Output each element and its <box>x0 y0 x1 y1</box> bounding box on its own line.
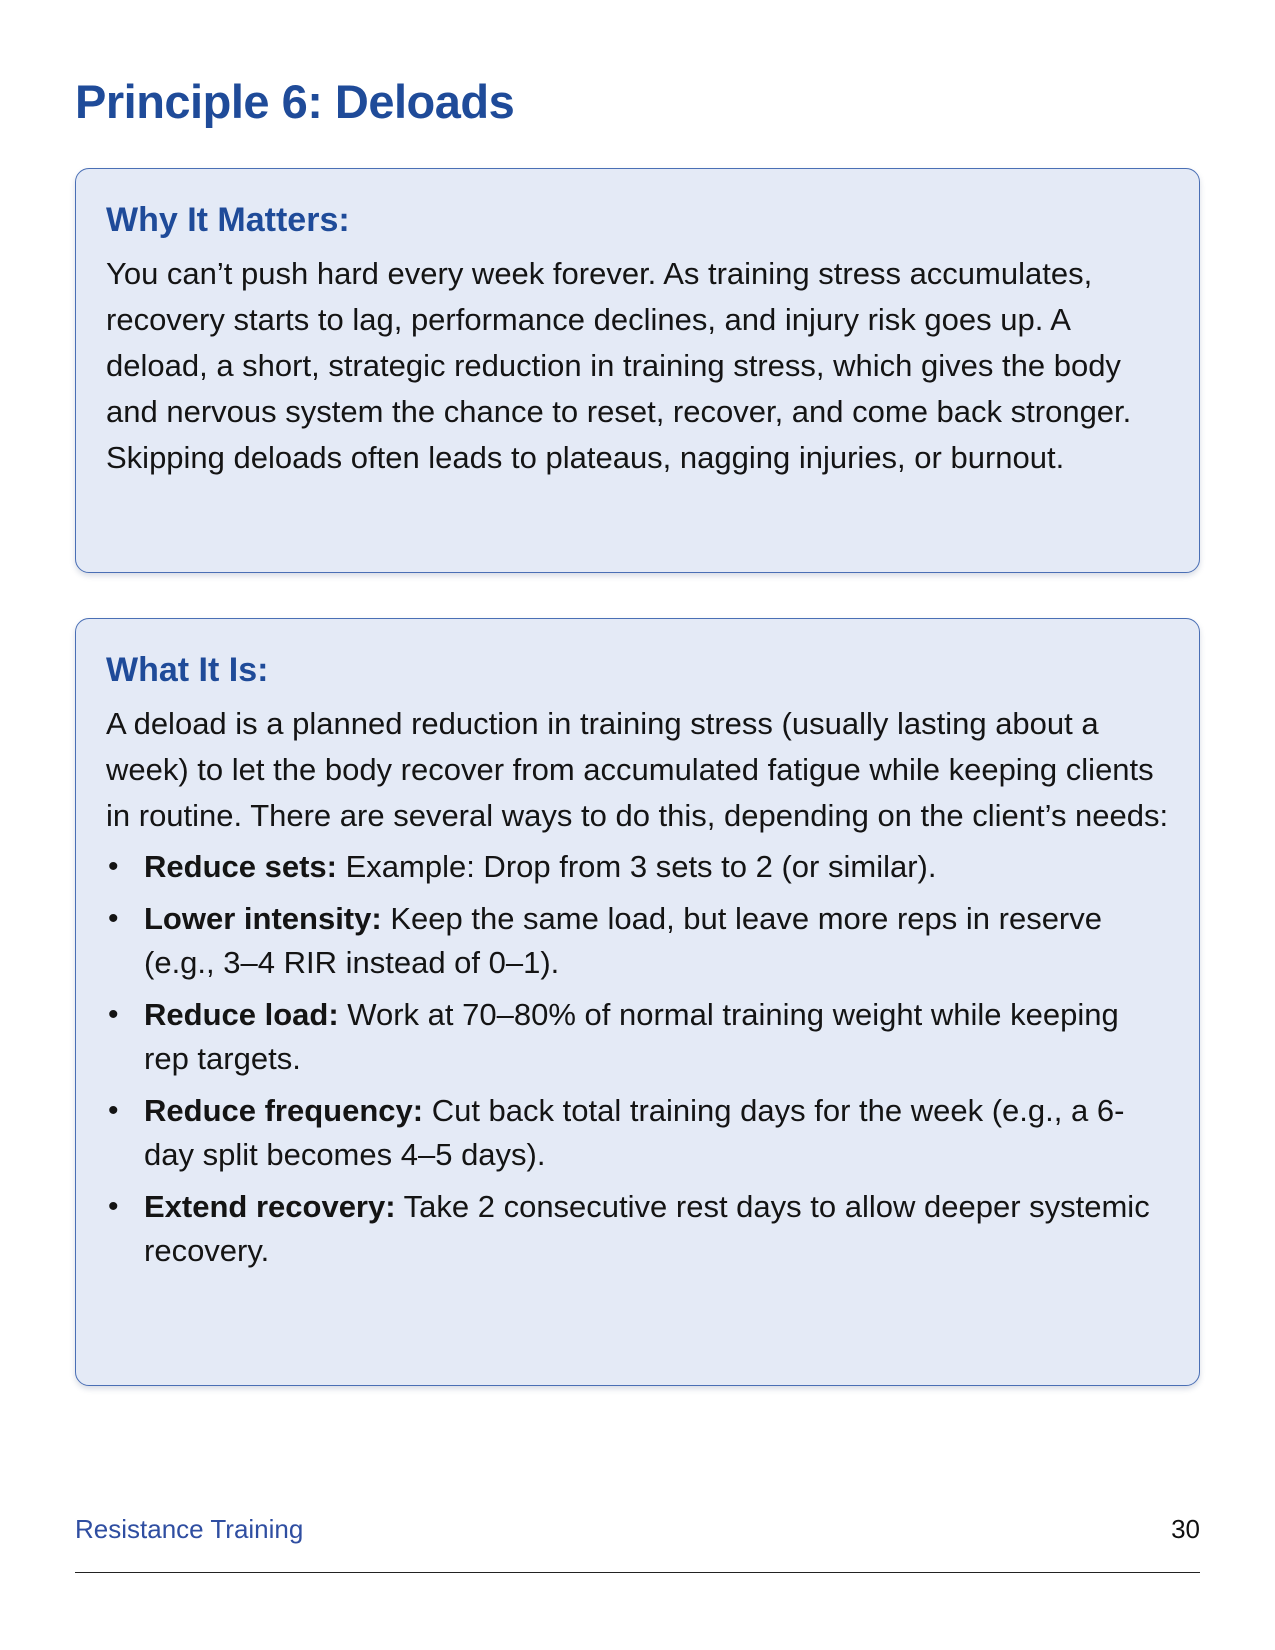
deload-methods-list <box>106 845 1169 1273</box>
bullet-term: Lower intensity: <box>144 901 382 936</box>
bullet-text: Cut back total training days for the week (e.g., a 6-day split becomes 4–5 days). <box>144 1093 1125 1172</box>
why-it-matters-text: You can’t push hard every week forever. As training stress accumulates, recovery starts to lag, performance declines, and injury risk goes up. A deload, a short, strategic reduction in training stress, which gives the body and nervous system the chance to reset, recover, and come back stronger. Skipping deloads often leads to plateaus, nagging injuries, or burnout. <box>106 256 1132 475</box>
bullet-term: Reduce frequency: <box>144 1093 424 1128</box>
list-item <box>106 1089 1169 1177</box>
why-it-matters-card <box>75 168 1200 573</box>
what-it-is-card <box>75 618 1200 1386</box>
bullet-icon: • <box>108 850 119 883</box>
bullet-icon: • <box>108 902 119 935</box>
bullet-term: Reduce load: <box>144 997 339 1032</box>
page-number: 30 <box>1171 1514 1200 1544</box>
list-item <box>106 845 1169 889</box>
why-it-matters-heading: Why It Matters: <box>106 201 350 239</box>
list-item <box>106 1185 1169 1273</box>
bullet-term: Extend recovery: <box>144 1189 396 1224</box>
list-item <box>106 993 1169 1081</box>
page-title: Principle 6: Deloads <box>75 75 515 128</box>
bullet-text: Work at 70–80% of normal training weight while keeping rep targets. <box>144 997 1119 1076</box>
bullet-text: Keep the same load, but leave more reps in reserve (e.g., 3–4 RIR instead of 0–1). <box>144 901 1102 980</box>
list-item <box>106 897 1169 985</box>
bullet-icon: • <box>108 1094 119 1127</box>
bullet-term: Reduce sets: <box>144 849 337 884</box>
bullet-icon: • <box>108 1190 119 1223</box>
bullet-text: Take 2 consecutive rest days to allow deeper systemic recovery. <box>144 1189 1150 1268</box>
what-it-is-text: A deload is a planned reduction in training stress (usually lasting about a week) to let the body recover from accumulated fatigue while keeping clients in routine. There are several ways to do this, depending on the client’s needs: <box>106 706 1169 833</box>
what-it-is-heading: What It Is: <box>106 651 269 689</box>
bullet-icon: • <box>108 998 119 1031</box>
footer-divider <box>75 1572 1200 1573</box>
bullet-text: Example: Drop from 3 sets to 2 (or similar). <box>345 849 937 884</box>
footer-section-label: Resistance Training <box>75 1514 304 1544</box>
